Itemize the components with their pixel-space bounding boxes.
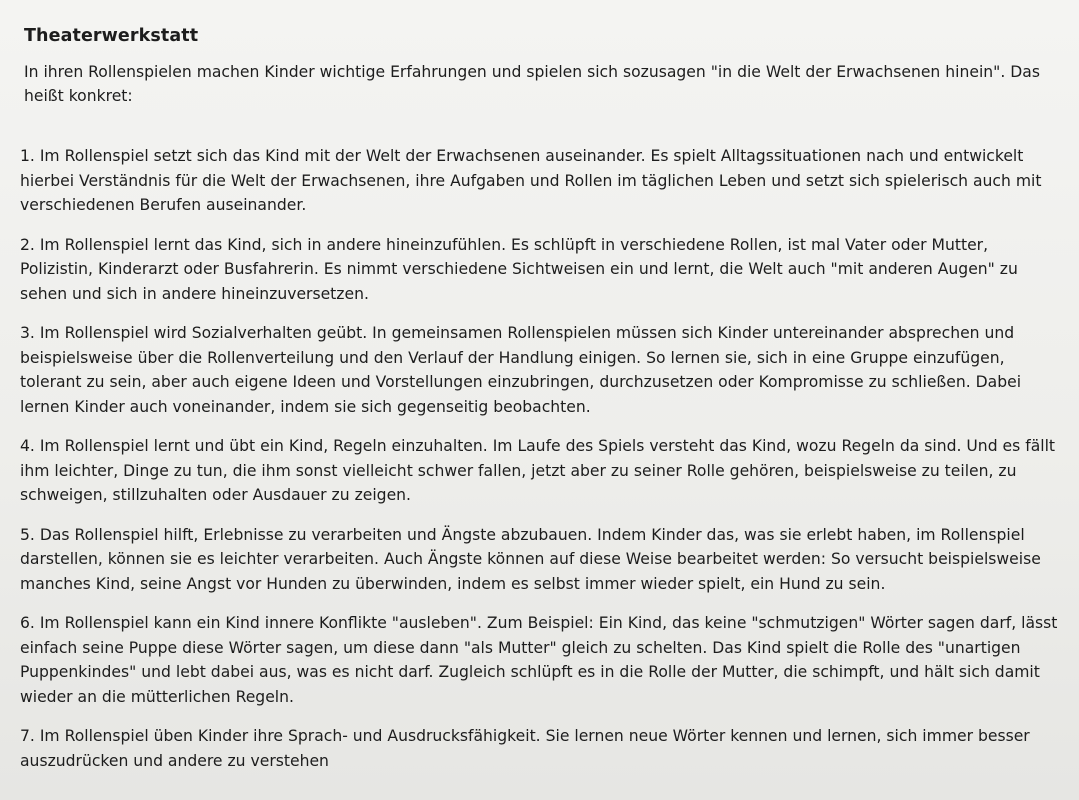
list-item-7: 7. Im Rollenspiel üben Kinder ihre Sprach- und Ausdrucksfähigkeit. Sie lernen neue Wörter kennen und lernen, sich immer besser auszudrücken und andere zu verstehen xyxy=(20,727,1030,770)
list-item-3: 3. Im Rollenspiel wird Sozialverhalten geübt. In gemeinsamen Rollenspielen müssen sich Kinder untereinander absprechen und beispielsweise über die Rollenverteilung und den Verlauf der Handlung einigen. So lernen sie, sich in eine Gruppe einzufügen, tolerant zu sein, aber auch eigene Ideen und Vorstellungen einzubringen, durchzusetzen oder Kompromisse zu schließen. Dabei lernen Kinder auch voneinander, indem sie sich gegenseitig beobachten. xyxy=(20,324,1022,416)
list-item-4: 4. Im Rollenspiel lernt und übt ein Kind, Regeln einzuhalten. Im Laufe des Spiels versteht das Kind, wozu Regeln da sind. Und es fällt ihm leichter, Dinge zu tun, die ihm sonst vielleicht schwer fallen, jetzt aber zu seiner Rolle gehören, beispielsweise zu teilen, zu schweigen, stillzuhalten oder Ausdauer zu zeigen. xyxy=(20,437,1056,504)
list-item-6: 6. Im Rollenspiel kann ein Kind innere Konflikte "ausleben". Zum Beispiel: Ein Kind, das keine "schmutzigen" Wörter sagen darf, lässt einfach seine Puppe diese Wörter sagen, um diese dann "als Mutter" gleich zu schelten. Das Kind spielt die Rolle des "unartigen Puppenkindes" und lebt dabei aus, was es nicht darf. Zugleich schlüpft es in die Rolle der Mutter, die schimpft, und hält sich damit wieder an die mütterlichen Regeln. xyxy=(20,614,1058,706)
list-item-1: 1. Im Rollenspiel setzt sich das Kind mit der Welt der Erwachsenen auseinander. Es spielt Alltagssituationen nach und entwickelt hierbei Verständnis für die Welt der Erwachsenen, ihre Aufgaben und Rollen im täglichen Leben und setzt sich spielerisch auch mit verschiedenen Berufen auseinander. xyxy=(20,147,1042,214)
document-title: Theaterwerkstatt xyxy=(24,26,199,46)
intro-paragraph: In ihren Rollenspielen machen Kinder wichtige Erfahrungen und spielen sich sozusagen "in die Welt der Erwachsenen hinein". Das heißt konkret: xyxy=(24,63,1040,105)
list-item-5: 5. Das Rollenspiel hilft, Erlebnisse zu verarbeiten und Ängste abzubauen. Indem Kinder das, was sie erlebt haben, im Rollenspiel darstellen, können sie es leichter verarbeiten. Auch Ängste können auf diese Weise bearbeitet werden: So versucht beispielsweise manches Kind, seine Angst vor Hunden zu überwinden, indem es selbst immer wieder spielt, ein Hund zu sein. xyxy=(20,525,1041,593)
list-item-2: 2. Im Rollenspiel lernt das Kind, sich in andere hineinzufühlen. Es schlüpft in verschiedene Rollen, ist mal Vater oder Mutter, Polizistin, Kinderarzt oder Busfahrerin. Es nimmt verschiedene Sichtweisen ein und lernt, die Welt auch "mit anderen Augen" zu sehen und sich in andere hineinzuversetzen. xyxy=(20,235,1018,303)
